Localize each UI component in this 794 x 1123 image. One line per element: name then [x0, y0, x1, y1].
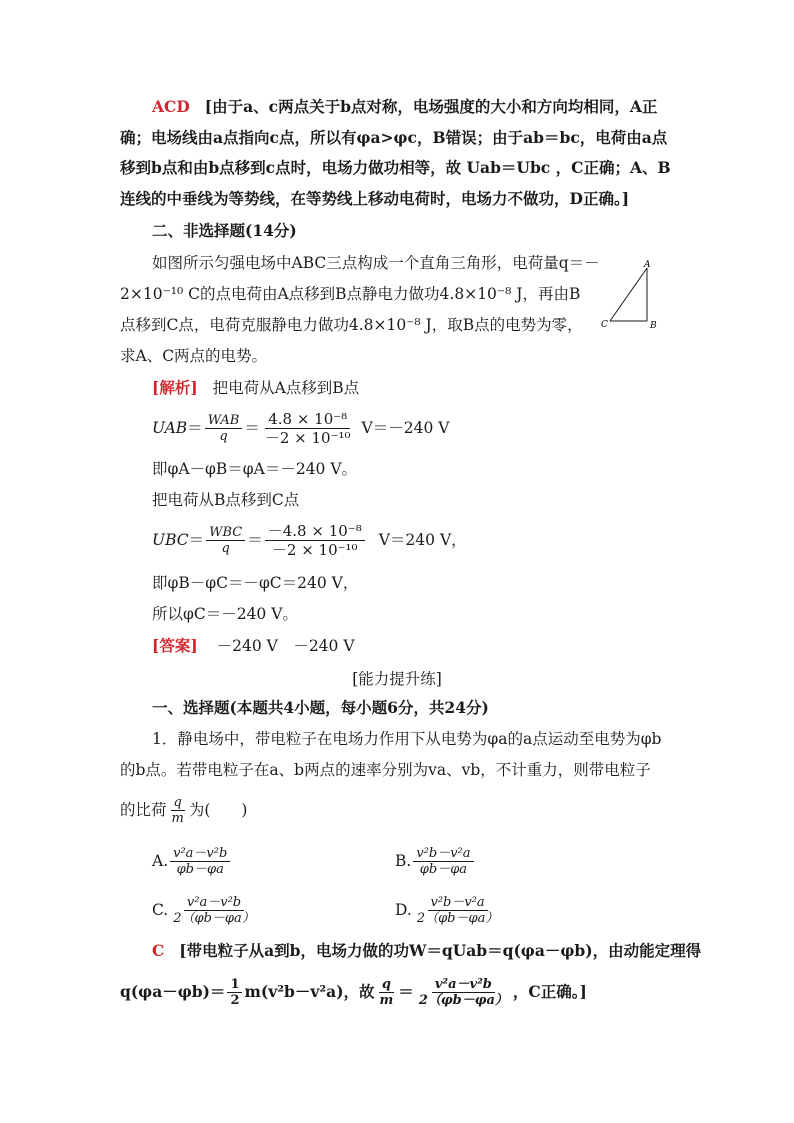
numeric-fraction-1	[262, 410, 354, 447]
prev-explanation-3a: 移到b点和由b点移到c点时，电场力做功相等，故	[120, 158, 462, 177]
option-d-den: 2（φb－φa）	[416, 910, 499, 926]
w-ab: WAB	[205, 413, 243, 429]
m-den: m	[171, 810, 184, 826]
solution-line-1	[152, 378, 359, 398]
w-over-q-1	[205, 413, 243, 444]
q-over-m	[169, 795, 187, 826]
prev-explanation-3b: ，C正确；A、B	[555, 158, 671, 177]
uab-equation: UAB ＝ $\frac{\text{WAB}}{q}$ ＝ $\frac{\text{4.8 × 10⁻⁸}}{\text{－2 × 10⁻¹⁰}}$ V＝－240 V	[152, 409, 450, 447]
uab-symbol: UAB	[152, 419, 188, 437]
option-b-fraction	[413, 846, 473, 877]
option-c-num: v²a－v²b	[184, 895, 244, 911]
q1-line-2: 的b点。若带电粒子在a、b两点的速率分别为va、vb，不计重力，则带电粒子	[120, 761, 651, 779]
solution-step-1: 把电荷从A点移到B点	[212, 379, 360, 397]
option-a-num: v²a－v²b	[170, 846, 230, 862]
prev-explanation-3	[120, 158, 671, 178]
num-1: 4.8 × 10⁻⁸	[265, 410, 350, 429]
option-a-den: φb－φa	[176, 861, 224, 877]
answer-value: －240 V －240 V	[216, 637, 355, 655]
option-c-den: 2（φb－φa）	[173, 910, 255, 926]
q1-expl-2b: m(v²b－v²a)，故	[244, 982, 375, 1001]
ubc-equation: UBC ＝ $\frac{\text{WBC}}{q}$ ＝ $\frac{\text{－4.8 × 10⁻⁸}}{\text{－2 × 10⁻¹⁰}}$ V＝240 V，	[152, 521, 467, 559]
ans-q-num: q	[379, 977, 394, 993]
option-d-label: D.	[395, 901, 412, 919]
option-c[interactable]	[152, 889, 260, 931]
numeric-fraction-2	[265, 522, 365, 559]
option-d-fraction	[414, 895, 502, 926]
option-a[interactable]	[152, 840, 232, 882]
den-1: －2 × 10⁻¹⁰	[264, 428, 351, 447]
option-d[interactable]	[395, 889, 503, 931]
den-2: －2 × 10⁻¹⁰	[271, 540, 358, 559]
option-c-label: C.	[152, 901, 169, 919]
option-b-den: φb－φa	[419, 861, 468, 877]
q1-answer-line-1	[152, 941, 701, 961]
practice-section-1: 一、选择题(本题共4小题，每小题6分，共24分)	[152, 698, 489, 717]
q1-line-3a: 的比荷	[120, 801, 167, 819]
section-2-title: 二、非选择题(14分)	[152, 221, 297, 240]
result-2: V＝240 V，	[378, 531, 467, 549]
problem-line-4: 求A、C两点的电势。	[120, 347, 268, 365]
problem-line-3: 点移到C点，电荷克服静电力做功4.8×10⁻⁸ J，取B点的电势为零，	[120, 316, 583, 334]
problem-line-1: 如图所示匀强电场中ABC三点构成一个直角三角形，电荷量q＝－	[152, 254, 600, 272]
practice-title: [能力提升练]	[352, 670, 442, 688]
triangle-side-ca	[610, 268, 647, 321]
option-c-fraction	[170, 895, 258, 926]
uab-equals-ubc: Uab＝Ubc	[466, 158, 551, 177]
half-fraction	[227, 977, 242, 1008]
half-den: 2	[230, 992, 240, 1008]
w-over-q-2	[206, 525, 245, 556]
q1-answer-line-2	[120, 970, 587, 1014]
ans-q-over-m	[377, 977, 397, 1008]
solution-step-5: 所以φC＝－240 V。	[152, 605, 298, 623]
ans-frac-num: v²a－v²b	[432, 977, 495, 993]
solution-step-2: 即φA－φB＝φA＝－240 V。	[152, 460, 358, 478]
result-1: V＝－240 V	[361, 419, 450, 437]
q1-expl-2c: ＝	[398, 982, 414, 1001]
ans-frac-den: 2（φb－φa）	[418, 992, 508, 1008]
option-a-label: A.	[152, 852, 169, 870]
prev-answer-label: ACD	[152, 97, 190, 116]
q1-expl-2a: q(φa－φb)＝	[120, 982, 226, 1001]
prev-answer-line1	[152, 97, 657, 117]
q1-expl-2d: ，C正确。]	[512, 982, 587, 1001]
q-num: q	[171, 795, 185, 811]
q1-answer-label: C	[152, 941, 165, 960]
q-den-2: q	[221, 540, 230, 556]
ubc-symbol: UBC	[152, 531, 189, 549]
prev-explanation-1: [由于a、c两点关于b点对称，电场强度的大小和方向均相同，A正	[204, 97, 658, 116]
label-b: B	[650, 321, 657, 331]
solution-step-3: 把电荷从B点移到C点	[152, 491, 300, 509]
problem-line-2: 2×10⁻¹⁰ C的点电荷由A点移到B点静电力做功4.8×10⁻⁸ J，再由B	[120, 285, 581, 303]
q1-line-3	[120, 790, 247, 830]
triangle-figure	[598, 258, 662, 332]
q1-line-1: 1．静电场中，带电粒子在电场力作用下从电势为φa的a点运动至电势为φb	[152, 730, 662, 748]
num-2: －4.8 × 10⁻⁸	[265, 522, 365, 541]
label-c: C	[601, 320, 608, 330]
solution-tag: [解析]	[152, 378, 198, 397]
half-num: 1	[227, 977, 242, 993]
q-den-1: q	[219, 428, 228, 444]
option-d-num: v²b－v²a	[428, 895, 488, 911]
answer-line	[152, 636, 355, 656]
solution-step-4: 即φB－φC＝－φC＝240 V，	[152, 574, 359, 592]
answer-tag: [答案]	[152, 636, 198, 655]
w-bc: WBC	[206, 525, 245, 541]
ans-m-den: m	[379, 992, 394, 1008]
option-b[interactable]	[395, 840, 476, 882]
ans-fraction	[416, 977, 511, 1008]
option-b-num: v²b－v²a	[413, 846, 473, 862]
prev-explanation-2: 确；电场线由a点指向c点，所以有φa>φc，B错误；由于ab＝bc，电荷由a点	[120, 128, 668, 147]
option-a-fraction	[170, 846, 230, 877]
label-a: A	[644, 260, 651, 270]
prev-explanation-4: 连线的中垂线为等势线，在等势线上移动电荷时，电场力不做功，D正确。]	[120, 189, 630, 208]
q1-line-3b: 为( )	[188, 801, 248, 819]
option-b-label: B.	[395, 852, 412, 870]
q1-explanation-1: [带电粒子从a到b，电场力做的功W＝qUab＝q(φa－φb)，由动能定理得	[179, 941, 702, 960]
